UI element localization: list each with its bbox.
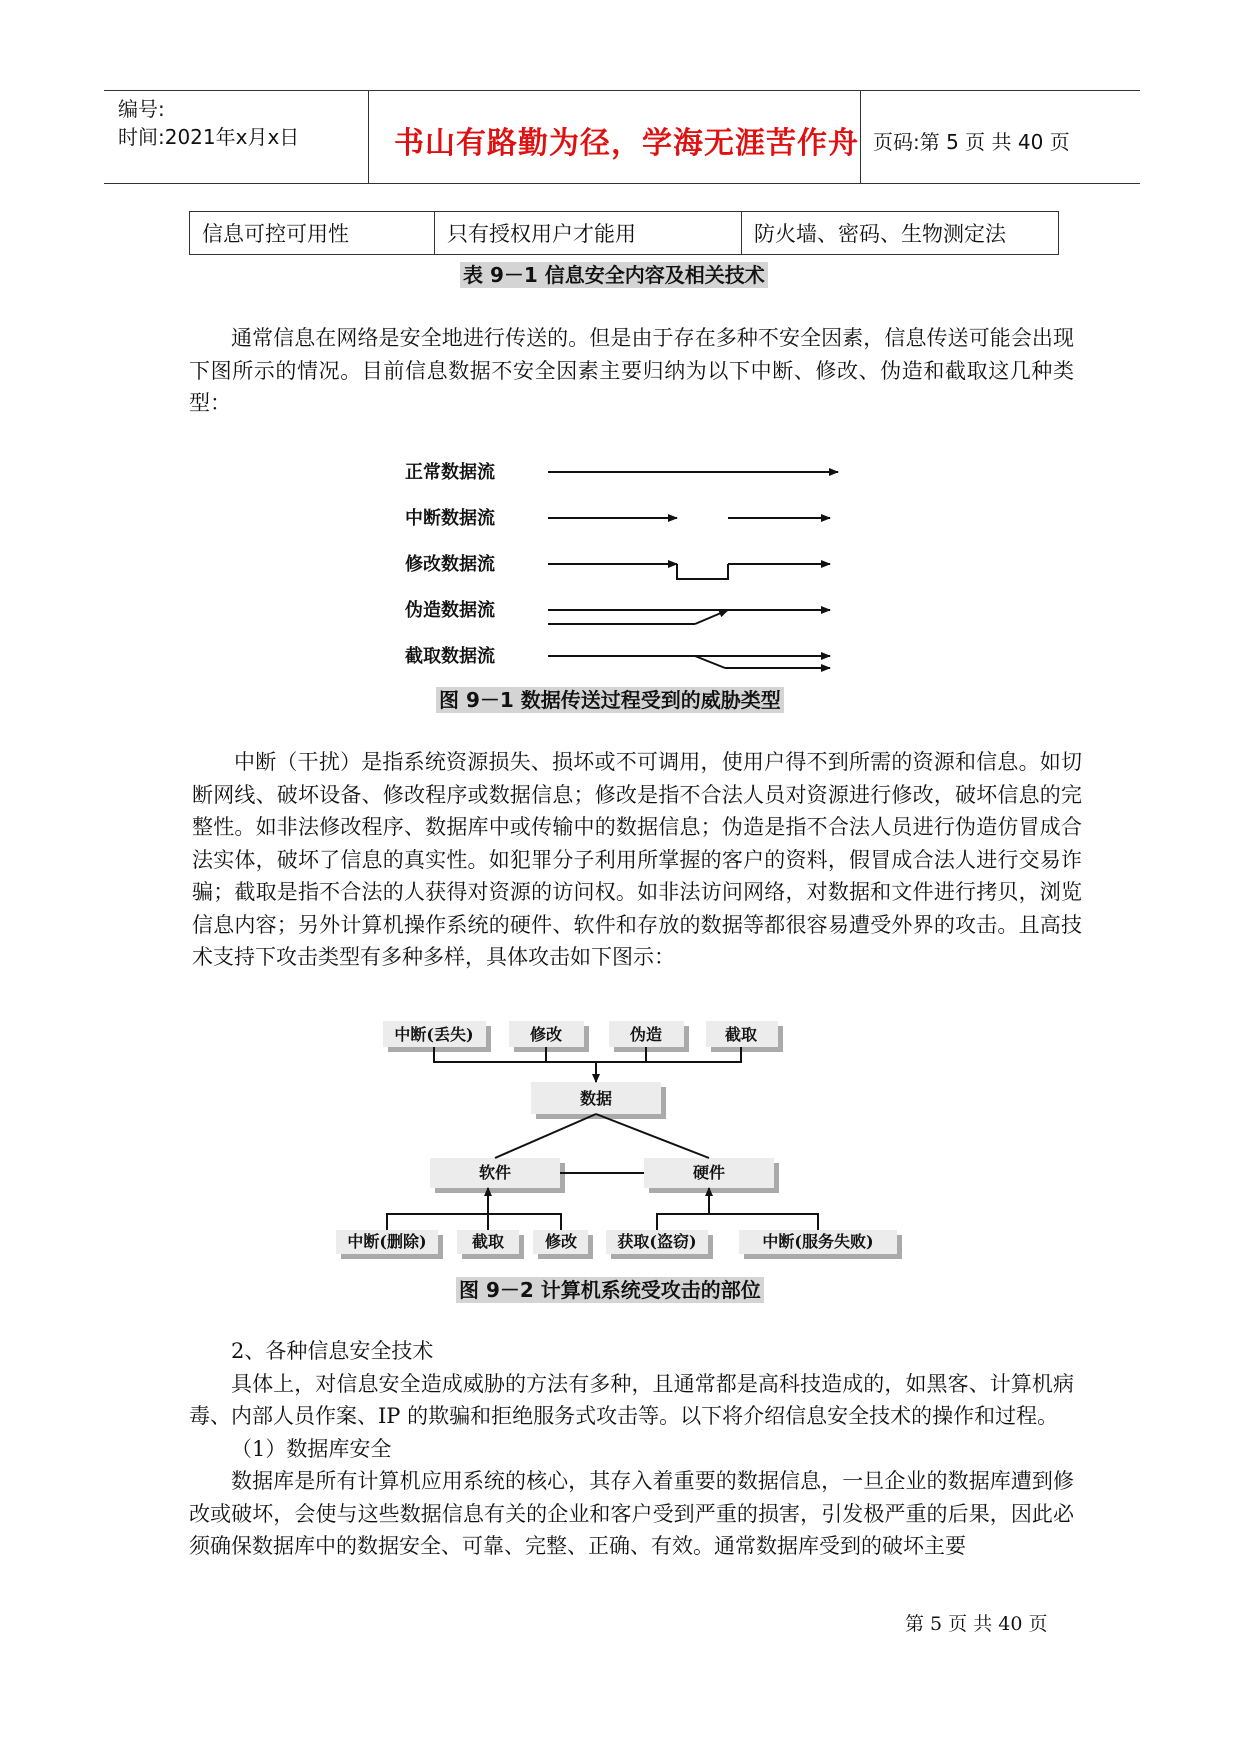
figure1-caption: 图 9－1 数据传送过程受到的威胁类型 [436,687,784,713]
section2-title: 2、各种信息安全技术 [231,1339,434,1363]
page-footer: 第 5 页 共 40 页 [905,1613,1048,1635]
intercept-flow-branch [695,656,725,668]
figure2-caption: 图 9－2 计算机系统受攻击的部位 [456,1277,764,1303]
bottom-box-modify-label: 修改 [544,1232,578,1251]
data-box [531,1082,666,1119]
bottom-box-service-failure-label: 中断(服务失败) [762,1232,874,1251]
hardware-box [644,1158,779,1193]
bottom-box-modify [533,1230,593,1259]
data-to-hardware-line [596,1114,709,1158]
header-top-rule [104,90,1140,91]
header-divider-left [368,90,369,183]
software-box [430,1158,565,1193]
bottom-box-steal [606,1230,713,1259]
database-paragraph: 数据库是所有计算机应用系统的核心，其存入着重要的数据信息，一旦企业的数据库遭到修改或破坏，会使与这些数据信息有关的企业和客户受到严重的损害，引发极严重的后果，因此必须确保数据库中的数据安全、可靠、完整、正确、有效。通常数据库受到的破坏主要 [189,1469,1074,1558]
top-box-interrupt-loss [383,1021,491,1052]
bottom-box-interrupt-delete [336,1230,443,1259]
top-box-modify [509,1021,589,1052]
security-table [189,211,1059,255]
header-divider-right [860,90,861,183]
table-cell-meaning: 只有授权用户才能用 [435,212,742,255]
forge-flow-label: 伪造数据流 [405,600,495,621]
bottom-box-steal-label: 获取(盗窃) [617,1232,697,1251]
table-cell-technology: 防火墙、密码、生物测定法 [742,212,1059,255]
interrupt-flow-label: 中断数据流 [405,508,495,529]
intro-paragraph [189,322,1074,420]
hardware-box-label: 硬件 [692,1163,726,1182]
bottom-box-intercept-label: 截取 [471,1232,505,1251]
data-to-software-line [495,1114,596,1158]
bottom-box-intercept [457,1230,524,1259]
bottom-box-interrupt-delete-label: 中断(删除) [347,1232,427,1251]
section2-paragraph: 具体上，对信息安全造成威胁的方法有多种，且通常都是高科技造成的，如黑客、计算机病毒、内部人员作案、IP 的欺骗和拒绝服务式攻击等。以下将介绍信息安全技术的操作和过程。 [189,1371,1074,1428]
top-box-modify-label: 修改 [529,1025,563,1044]
top-box-forge [609,1021,689,1052]
header-bottom-rule [104,183,1140,184]
software-bottom-connector [387,1214,561,1230]
header-number-label: 编号: [118,97,165,121]
top-box-interrupt-loss-label: 中断(丢失) [394,1025,474,1044]
attack-targets-figure [335,1010,920,1260]
intro-paragraph-text: 通常信息在网络是安全地进行传送的。但是由于存在多种不安全因素，信息传送可能会出现下图所示的情况。目前信息数据不安全因素主要归纳为以下中断、修改、伪造和截取这几种类型： [189,326,1074,415]
table-caption: 表 9－1 信息安全内容及相关技术 [460,262,768,288]
bottom-box-service-failure [739,1230,902,1259]
forge-flow-merge-arrow [695,610,728,624]
software-box-label: 软件 [478,1163,512,1182]
top-box-intercept-label: 截取 [724,1025,758,1044]
threat-paragraph [192,746,1082,974]
header-motto: 书山有路勤为径，学海无涯苦作舟 [394,126,859,161]
normal-flow-label: 正常数据流 [405,462,495,483]
top-box-forge-label: 伪造 [629,1025,663,1044]
subsection1-title: （1）数据库安全 [231,1436,392,1461]
header-time-label: 时间:2021年x月x日 [118,125,300,149]
threat-paragraph-text: 中断（干扰）是指系统资源损失、损坏或不可调用，使用户得不到所需的资源和信息。如切断网线、破坏设备、修改程序或数据信息；修改是指不合法人员对资源进行修改，破坏信息的完整性。如非法修改程序、数据库中或传输中的数据信息；伪造是指不合法人员进行伪造仿冒成合法实体，破坏了信息的真实性。如犯罪分子利用所掌握的客户的资料，假冒成合法人进行交易诈骗；截取是指不合法的人获得对资源的访问权。如非法访问网络，对数据和文件进行拷贝，浏览信息内容；另外计算机操作系统的硬件、软件和存放的数据等都很容易遭受外界的攻击。且高技术支持下攻击类型有多种多样，具体攻击如下图示： [192,750,1082,969]
hardware-bottom-connector [657,1214,818,1230]
top-box-intercept [706,1021,783,1052]
table-row [190,212,1059,255]
modify-flow-label: 修改数据流 [405,554,495,575]
threat-types-figure [395,452,855,672]
data-box-label: 数据 [579,1089,613,1108]
modify-flow-detour [677,564,728,579]
intercept-flow-label: 截取数据流 [405,646,495,667]
section2 [189,1335,1074,1563]
table-cell-item: 信息可控可用性 [190,212,435,255]
header-page-code: 页码:第 5 页 共 40 页 [873,130,1070,154]
